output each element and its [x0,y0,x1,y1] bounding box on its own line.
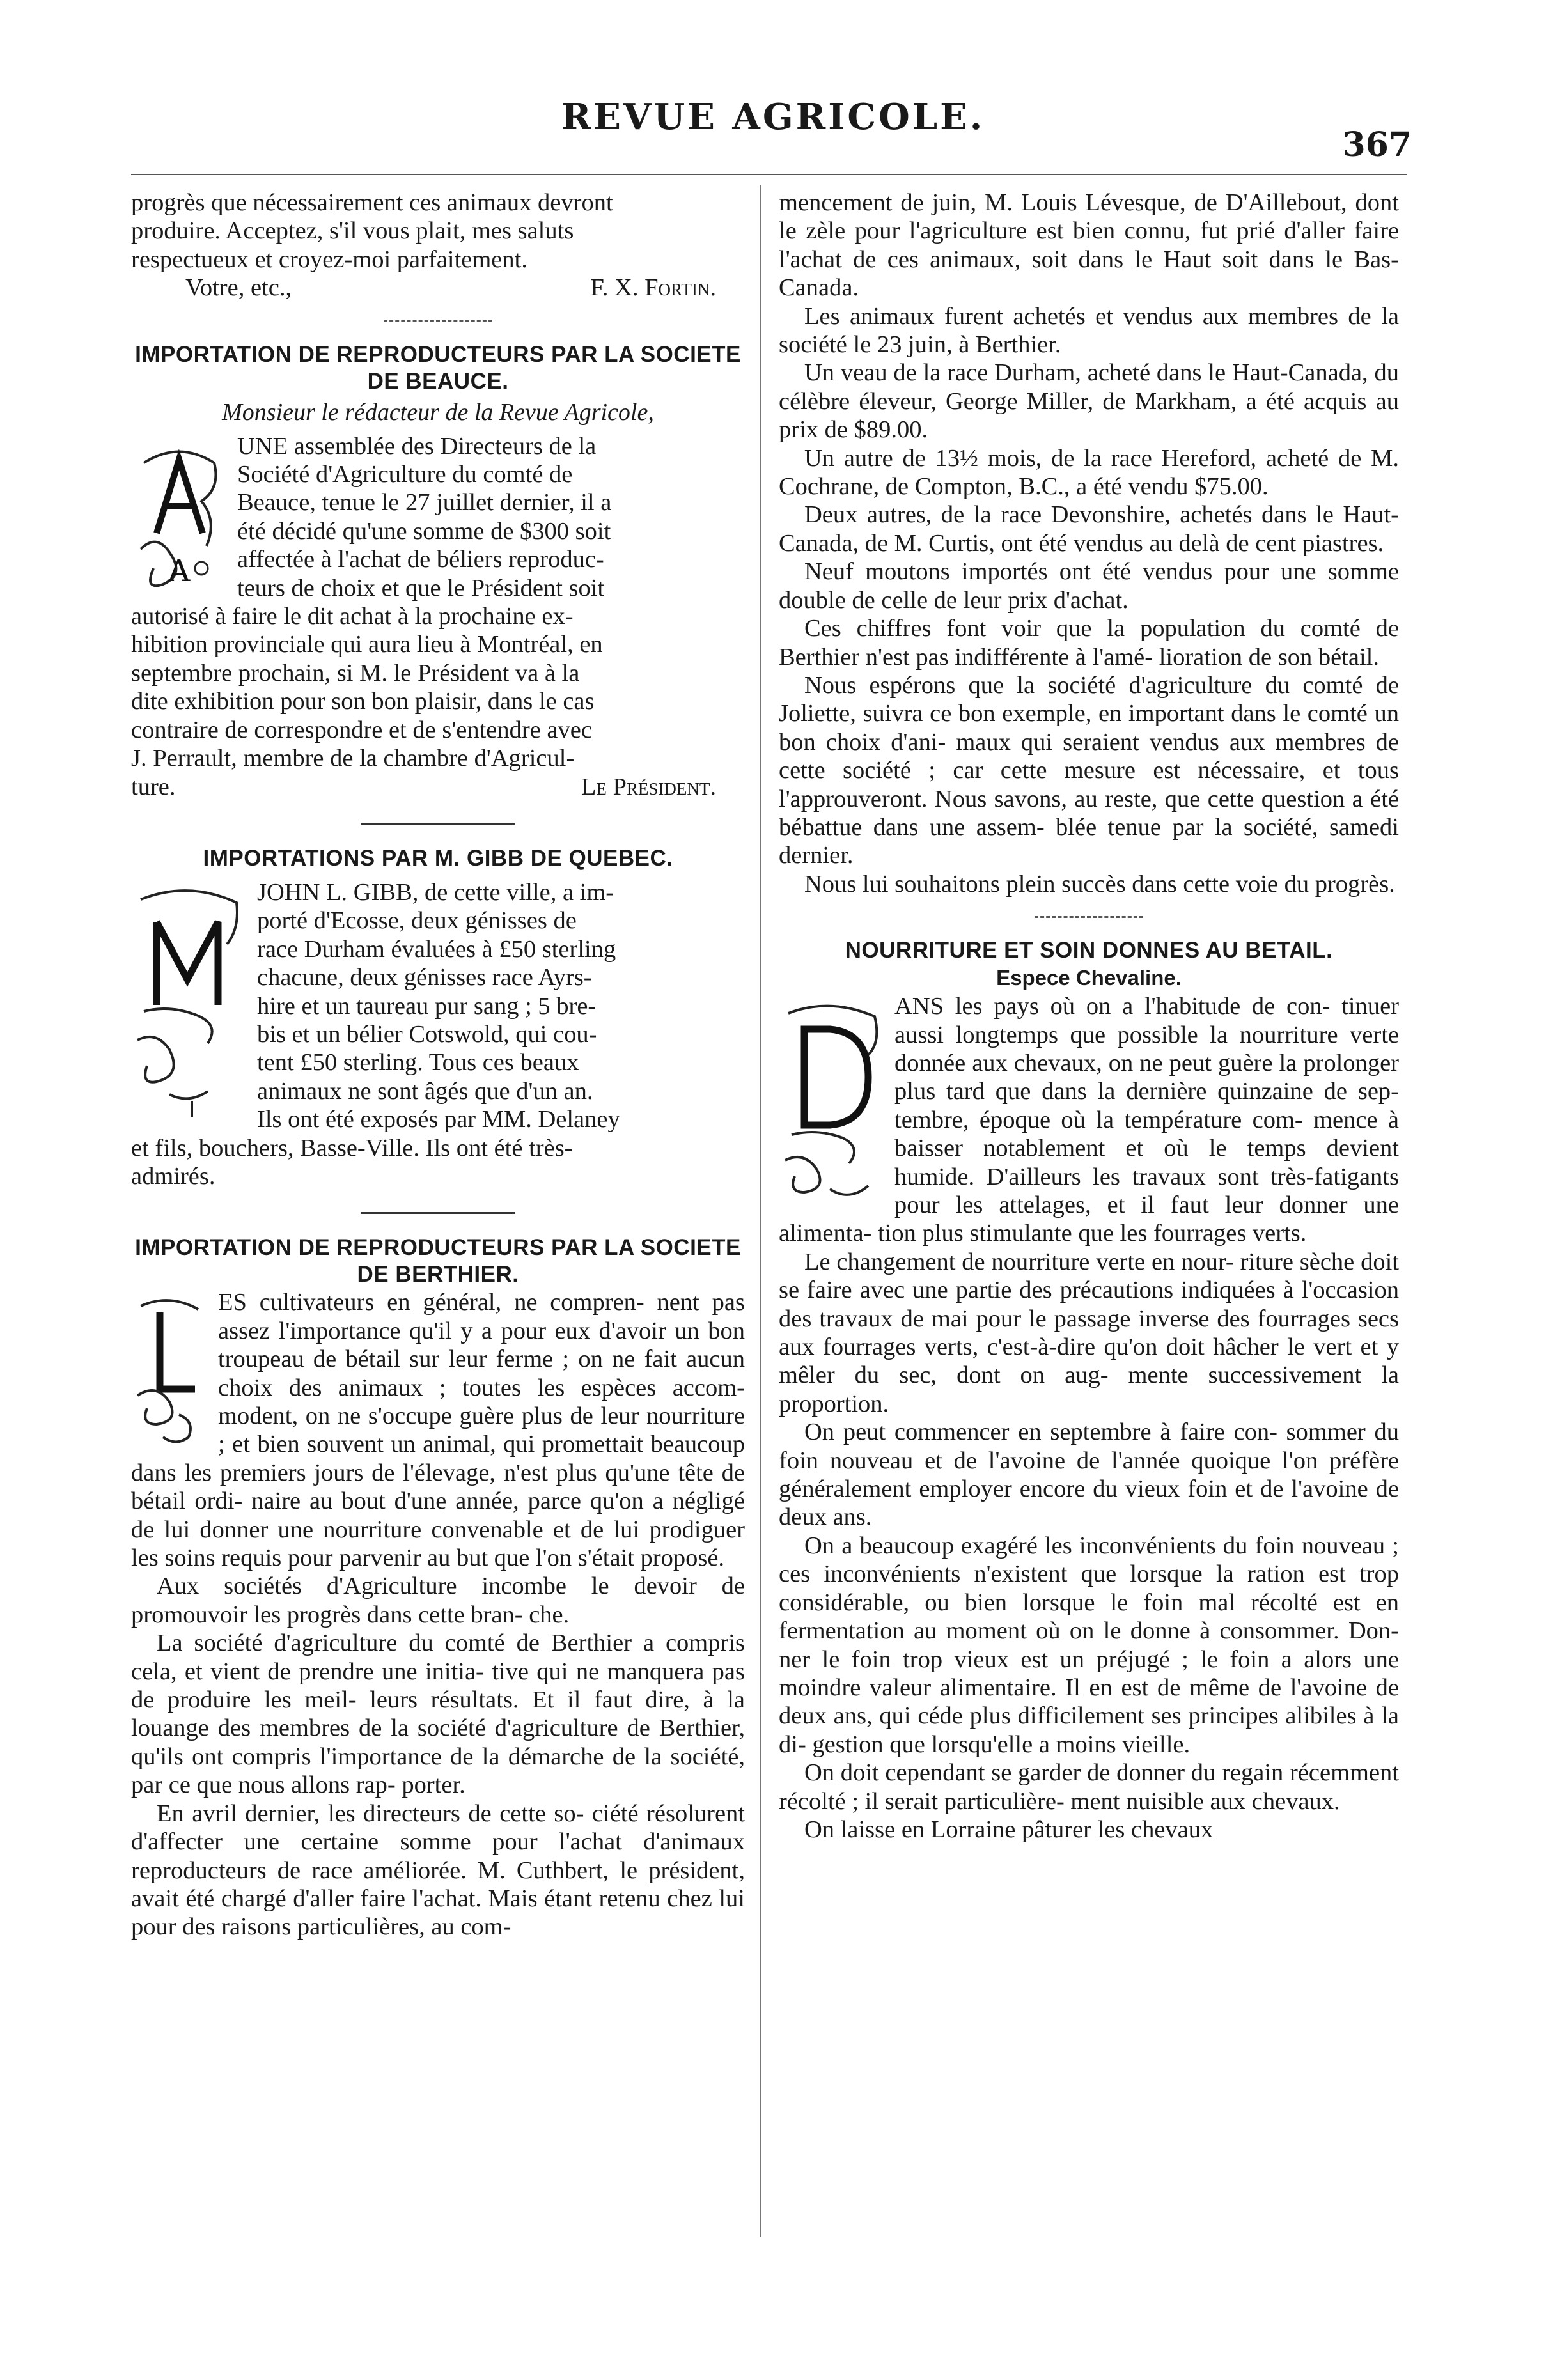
letter-closing: Votre, etc., [185,274,292,302]
article-gibb [131,845,745,1190]
section-divider [1035,916,1143,918]
text-line: dite exhibition pour son bon plaisir, dans le cas [131,688,595,715]
text-line: affectée à l'achat de béliers reproduc- [237,546,604,573]
article-subtitle: Espece Chevaline. [996,966,1182,990]
article-nourriture [779,937,1399,1844]
section-divider [361,1212,515,1214]
paragraph: Neuf moutons importés ont été vendus pour une somme double de celle de leur prix d'achat. [779,558,1399,614]
left-column [131,189,745,1941]
letter-ending [131,189,745,302]
text-line: teurs de choix et que le Président soit [237,574,605,602]
article-addressee: Monsieur le rédacteur de la Revue Agricole, [222,398,654,426]
text-line: tent £50 sterling. Tous ces beaux [257,1049,579,1077]
paragraph: Un veau de la race Durham, acheté dans le Haut-Canada, du célèbre éleveur, George Miller, de Markham, a été acquis au prix de $89.00. [779,359,1399,444]
ornamental-initial-d-icon [779,997,884,1208]
text-line: bis et un bélier Cotswold, qui cou- [257,1020,597,1048]
svg-text:A: A [168,552,191,589]
ornamental-initial-d [779,997,884,1208]
article-berthier [131,1234,745,1941]
page-number: 367 [1342,125,1412,164]
text-line: race Durham évaluées à £50 sterling [257,935,616,963]
svg-text:D: D [828,1069,845,1093]
text-line: Société d'Agriculture du comté de [237,461,573,488]
article-title: IMPORTATION DE REPRODUCTEURS PAR LA SOCIETE DE BERTHIER. [135,1235,741,1287]
text-line: porté d'Ecosse, deux génisses de [257,907,577,935]
text-line: J. Perrault, membre de la chambre d'Agricul- [131,745,575,772]
ornamental-initial-l [131,1293,208,1447]
paragraph: Le changement de nourriture verte en nour- riture sèche doit se faire avec une partie des précautions indiquées à l'occasion des travaux de mai pour le passage inverse des fourrages secs aux fourrages verts, c'est-à-dire qu'on doit hâcher le vert et y mêler du sec, dont on aug- mente successivement la proportion. [779,1248,1399,1417]
article-title: NOURRITURE ET SOIN DONNES AU BETAIL. [845,938,1333,963]
paragraph: Un autre de 13½ mois, de la race Hereford, acheté de M. Cochrane, de Compton, B.C., a été vendu $75.00. [779,444,1399,501]
section-divider [384,320,492,322]
svg-text:L: L [163,1353,176,1376]
text-line: ture. [131,773,176,800]
ornamental-initial-a-icon [131,437,227,597]
article-signer: Le Président. [581,773,716,800]
text-line: progrès que nécessairement ces animaux devront [131,189,613,216]
paragraph: La société d'agriculture du comté de Berthier a compris cela, et vient de prendre une initia- tive qui ne manquera pas de produire les meil- leurs résultats. Et il faut dire, à la louange des membres de la société d'agriculture de Berthier, qu'ils ont compris l'importance de la démarche de la société, par ce que nous allons rap- porter. [131,1629,745,1799]
ornamental-initial-l-icon [131,1293,208,1447]
article-beauce [131,341,745,801]
column-divider [760,185,761,2237]
paragraph: Deux autres, de la race Devonshire, achetés dans le Haut-Canada, de M. Curtis, ont été vendus au delà de cent piastres. [779,501,1399,557]
paragraph: Nous espérons que la société d'agriculture du comté de Joliette, suivra ce bon exemple, en important dans le comté un bon choix d'ani- maux qui seraient vendus aux membres de cette société ; car cette mesure est nécessaire, et tous l'approuveront. Nous savons, au reste, que cette question a été bébattue dans une assem- blée tenue par la société, samedi dernier. [779,671,1399,869]
text-line: JOHN L. GIBB, de cette ville, a im- [257,878,614,906]
article-title: IMPORTATION DE REPRODUCTEURS PAR LA SOCIETE DE BEAUCE. [135,341,741,394]
paragraph: En avril dernier, les directeurs de cette so- ciété résolurent d'affecter une certaine somme pour l'achat d'animaux reproducteurs de race améliorée. M. Cuthbert, le président, avait été chargé d'aller faire l'achat. Mais étant retenu chez lui pour des raisons particulières, au com- [131,1800,745,1941]
text-line: et fils, bouchers, Basse-Ville. Ils ont été très- [131,1134,573,1162]
right-column [779,189,1399,1844]
paragraph: On a beaucoup exagéré les inconvénients du foin nouveau ; ces inconvénients n'existent que lorsque la ration est trop considérable, ou bien lorsque le foin mal récolté est en fermentation au moment où on le donne à consommer. Don- ner le foin trop vieux est un préjugé ; le foin a alors une moindre valeur alimentaire. Il en est de même de l'avoine de deux ans, qui céde plus difficilement ses principes alibiles à la di- gestion que lorsqu'elle a moins vieille. [779,1532,1399,1758]
text-line: produire. Acceptez, s'il vous plait, mes saluts [131,217,574,245]
text-line: Beauce, tenue le 27 juillet dernier, il a [237,489,612,517]
text-line: septembre prochain, si M. le Président va à la [131,659,580,687]
paragraph: Ces chiffres font voir que la population du comté de Berthier n'est pas indifférente à l'amé- lioration de son bétail. [779,615,1399,671]
text-line: Ils ont été exposés par MM. Delaney [257,1106,620,1133]
paragraph: Les animaux furent achetés et vendus aux membres de la société le 23 juin, à Berthier. [779,302,1399,359]
paragraph: Aux sociétés d'Agriculture incombe le devoir de promouvoir les progrès dans cette bran- che. [131,1573,745,1628]
article-signoff [131,773,745,801]
text-line: été décidé qu'une somme de $300 soit [237,517,611,545]
letter-signer: F. X. Fortin. [590,274,716,302]
text-line: hibition provinciale qui aura lieu à Montréal, en [131,631,603,658]
paragraph: On peut commencer en septembre à faire con- sommer du foin nouveau et de l'avoine de l'année quoique l'on préfère généralement employer encore du vieux foin et de l'avoine de deux ans. [779,1419,1399,1531]
paragraph: mencement de juin, M. Louis Lévesque, de D'Aillebout, dont le zèle pour l'agriculture est bien connu, fut prié d'aller faire l'achat de ces animaux, soit dans le Haut soit dans le Bas-Canada. [779,189,1399,302]
article-berthier-continued [779,189,1399,898]
paragraph: On doit cependant se garder de donner du regain récemment récolté ; il serait particulière- ment nuisible aux chevaux. [779,1759,1399,1815]
text-line: contraire de correspondre et de s'entendre avec [131,716,592,743]
letter-signoff [131,274,745,302]
text-line: animaux ne sont âgés que d'un an. [257,1077,593,1105]
ornamental-initial-a [131,437,227,597]
ornamental-initial-m-icon [131,883,243,1120]
article-title: IMPORTATIONS PAR M. GIBB DE QUEBEC. [203,845,673,871]
text-line: UNE assemblée des Directeurs de la [237,432,597,460]
text-line: autorisé à faire le dit achat à la prochaine ex- [131,603,574,630]
ornamental-initial-m [131,883,243,1120]
header-rule [131,174,1407,175]
section-divider [361,823,515,825]
text-line: respectueux et croyez-moi parfaitement. [131,245,527,273]
text-line: hire et un taureau pur sang ; 5 bre- [257,992,597,1020]
text-line: chacune, deux génisses race Ayrs- [257,964,592,992]
paragraph: ANS les pays où on a l'habitude de con- tinuer aussi longtemps que possible la nourriture verte donnée aux chevaux, on ne peut guère la prolonger plus tard que dans la dernière quinzaine de sep- tembre, époque où la température com- mence à baisser notablement et où le temps devient humide. D'ailleurs les travaux sont très-fatigants pour les attelages, et il faut leur donner une alimenta- tion plus stimulante que les fourrages verts. [779,993,1399,1247]
text-line: admirés. [131,1162,215,1190]
running-title: REVUE AGRICOLE. [561,96,985,138]
paragraph: ES cultivateurs en général, ne compren- nent pas assez l'importance qu'il y a pour eux d'avoir un bon troupeau de bétail sur leur ferme ; on ne fait aucun choix des animaux ; toutes les espèces accom- modent, on ne s'occupe guère plus de leur nourriture ; et bien souvent un animal, qui promettait beaucoup dans les premiers jours de l'élevage, n'est plus qu'une tête de bétail ordi- naire au bout d'une année, parce qu'on a négligé de lui donner une nourriture convenable et de lui prodiguer les soins requis pour parvenir au but que l'on s'était proposé. [131,1289,745,1572]
svg-text:M: M [177,984,198,1007]
paragraph: Nous lui souhaitons plein succès dans cette voie du progrès. [804,870,1395,898]
paragraph: On laisse en Lorraine pâturer les chevaux [804,1816,1214,1843]
